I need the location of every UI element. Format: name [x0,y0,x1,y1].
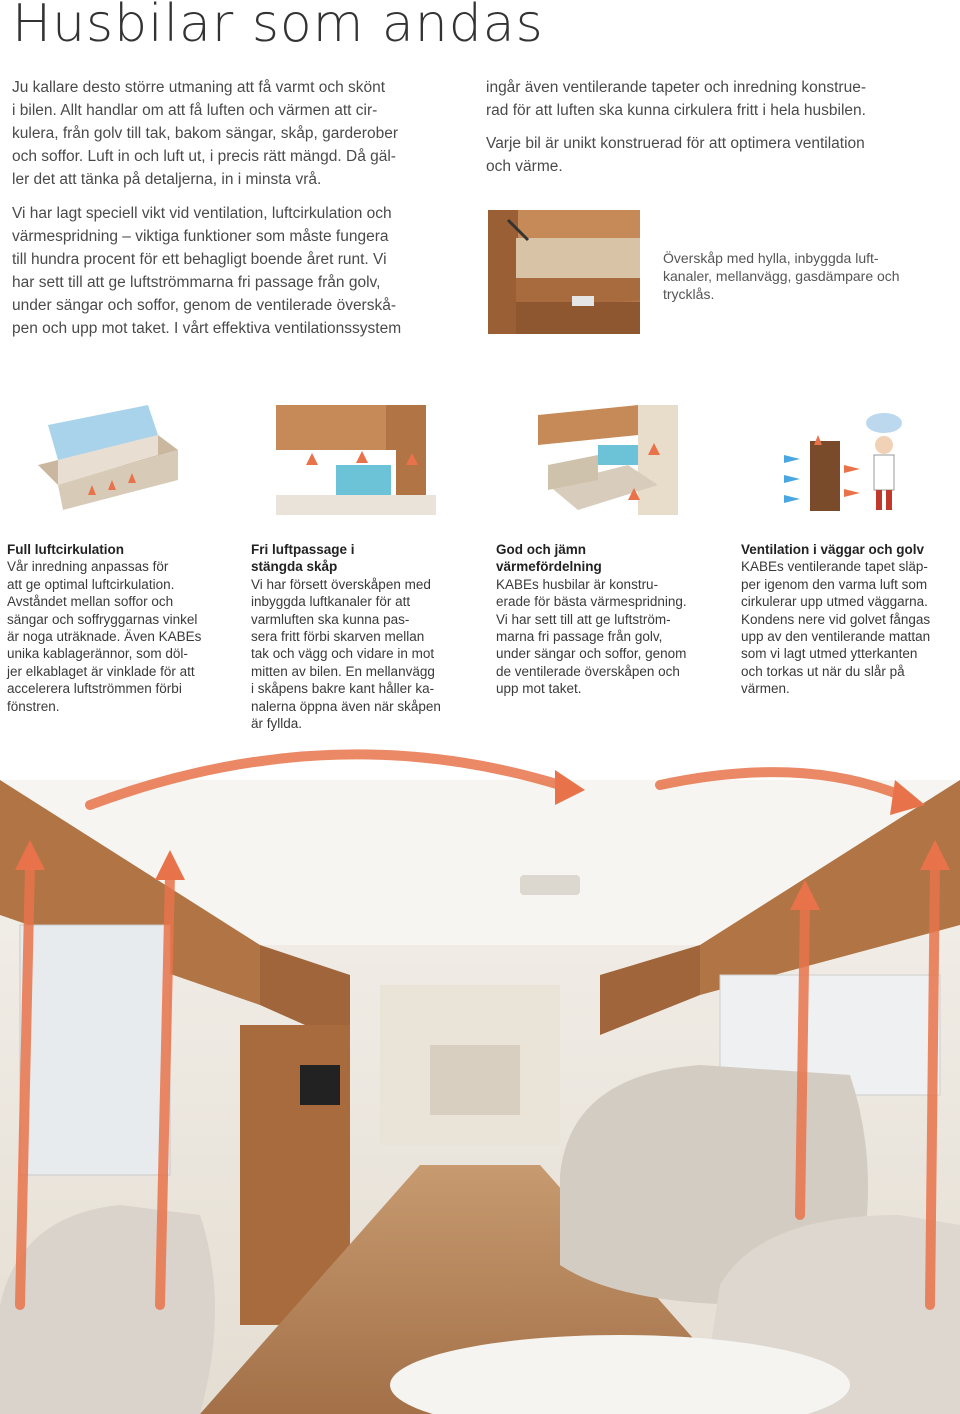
intro-paragraph-4: Varje bil är unikt konstruerad för att optimera ventilation och värme. [486,135,865,175]
feature-heading: Ventilation i väggar och golv [741,542,925,557]
photo-caption: Överskåp med hylla, inbyggda luft- kanaler, mellanvägg, gasdämpare och trycklås. [663,250,900,302]
interior-photo [0,745,960,1414]
feature-heat-distribution [496,541,711,698]
intro-paragraph-3: ingår även ventilerande tapeter och inredning konstrue- rad för att luften ska kunna cirkulera fritt i hela husbilen. [486,79,866,119]
diagram-seating-airflow [28,405,188,515]
feature-heading: Fri luftpassage i stängda skåp [251,542,355,575]
feature-body: Vi har försett överskåpen med inbyggda luftkanaler för att varmluften ska kunna pas- sera fritt förbi skarven mellan tak och vägg och vidare in mot mitten av bilen. En mellanvägg i skåpens bakre kant håller ka- nalerna öppna även när skåpen är fyllda. [251,576,441,732]
diagram-cabinet-section [276,405,436,515]
feature-body: KABEs ventilerande tapet släp- per igenom den varma luft som cirkulerar upp utmed väggarna. Kondens nere vid golvet fångas upp av den ventilerande mattan som vi lagt utmed ytterkanten och torkas ut när du slår på värmen. [741,559,931,697]
feature-heading: Full luftcirkulation [7,542,124,557]
page-title: Husbilar som andas [12,0,544,54]
diagram-interior-corner [528,405,688,515]
feature-full-circulation [7,541,222,715]
feature-free-air-passage [251,541,466,732]
diagram-wall-ventilation [774,405,934,515]
feature-heading: God och jämn värmefördelning [496,542,602,575]
feature-body: KABEs husbilar är konstru- erade för bästa värmespridning. Vi har sett till att ge luftström- marna fri passage från golv, under sängar och soffor, genom de ventilerade överskåpen och upp mot taket. [496,576,687,697]
feature-body: Vår inredning anpassas för att ge optimal luftcirkulation. Avståndet mellan soffor och sängar och soffryggarnas vinkel är noga uträknade. Även KABEs unika kablagerännor, som döl- jer elkablaget är vinklade för att accelerera luftströmmen förbi fönstren. [7,559,202,714]
intro-paragraph-2: Vi har lagt speciell vikt vid ventilation, luftcirkulation och värmespridning – viktiga funktioner som måste fungera till hundra procent för ett behagligt boende året runt. Vi har sett till att ge luftströmmarna fri passage från golv, under sängar och soffor, genom de ventilerade överskå- pen och upp mot taket. I vårt effektiva ventilationssystem [12,205,402,337]
cabinet-photo [488,210,640,334]
feature-wall-floor-ventilation [741,541,956,698]
intro-paragraph-1: Ju kallare desto större utmaning att få varmt och skönt i bilen. Allt handlar om att få luften och värmen att cir- kulera, från golv till tak, bakom sängar, skåp, garderober och soffor. Luft in och luft ut, i precis rätt mängd. Då gäl- ler det att tänka på detaljerna, in i minsta vrå. [12,79,398,188]
